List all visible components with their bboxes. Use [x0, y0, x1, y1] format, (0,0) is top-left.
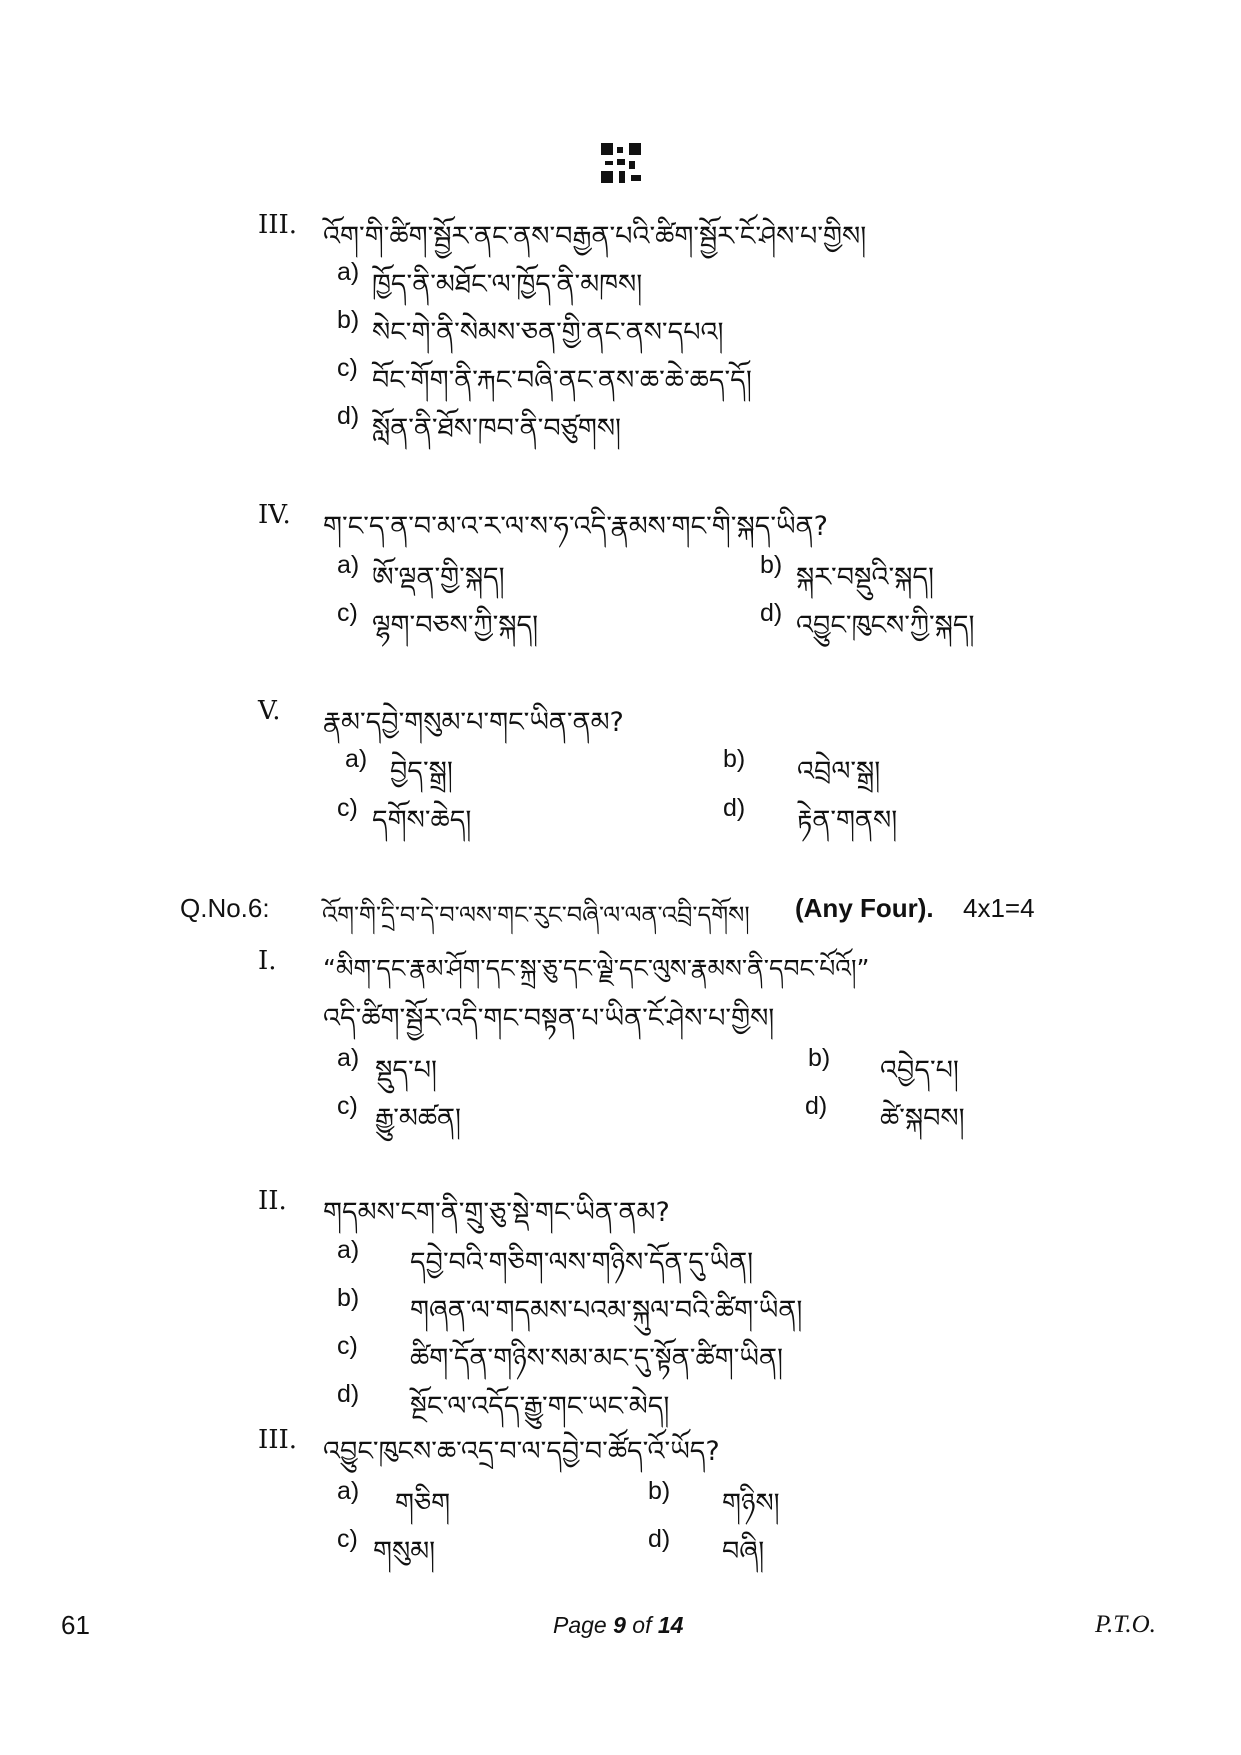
page-indicator [553, 1612, 683, 1639]
option-label: b) [648, 1477, 671, 1505]
question-instruction: འོག་གི་དྲི་བ་དེ་བ་ལས་གང་རུང་བཞི་ལ་ལན་འབྲི་དགོས། [322, 901, 750, 929]
option-label: d) [337, 1380, 360, 1408]
question-text: འོག་གི་ཚིག་སྦྱོར་ནང་ནས་བརྒྱན་པའི་ཚིག་སྦྱོར་ངོ་ཤེས་པ་གྱིས། [323, 221, 867, 252]
option-label: c) [337, 1332, 358, 1360]
question-number: Q.No.6: [180, 893, 270, 923]
option-text: སྔོང་ལ་འདོད་རྒྱུ་གང་ཡང་མེད། [410, 1391, 670, 1422]
option-label: c) [337, 1092, 358, 1120]
option-text: སློན་ནི་ཐོས་ཁབ་ནི་བཙུགས། [372, 413, 622, 444]
option-text: གསུམ། [373, 1536, 436, 1567]
option-text: དགོས་ཆེད། [372, 805, 472, 836]
option-text: འབྱུང་ཁུངས་ཀྱི་སྐད། [796, 610, 975, 641]
question-number: V. [258, 696, 281, 726]
question-text: འབྱུང་ཁུངས་ཆ་འདྲ་བ་ལ་དབྱེ་བ་ཚོད་འོ་ཡོད? [323, 1436, 720, 1467]
page-prefix: Page [553, 1612, 614, 1638]
question-text: འདི་ཚིག་སྦྱོར་འདི་གང་བསྟན་པ་ཡིན་ངོ་ཤེས་པ་གྱིས། [323, 1003, 775, 1034]
option-text: བོང་གོག་ནི་རྐང་བཞི་ནང་ནས་ཆ་ཆེ་ཆད་དོ། [372, 365, 752, 396]
question-number: III. [258, 210, 298, 240]
marks: 4x1=4 [963, 893, 1035, 923]
option-label: a) [337, 551, 360, 579]
option-label: a) [345, 745, 368, 773]
option-text: རྟེན་གནས། [797, 805, 898, 836]
option-text: སྐར་བསྡུའི་སྐད། [796, 562, 934, 593]
question-number: II. [258, 1186, 287, 1216]
option-text: གཞན་ལ་གདམས་པའམ་སྐུལ་བའི་ཚིག་ཡིན། [410, 1295, 803, 1326]
option-label: a) [337, 258, 360, 286]
option-label: b) [808, 1044, 831, 1072]
any-four-note: (Any Four). [795, 893, 934, 923]
option-label: b) [760, 551, 783, 579]
question-quote: “མིག་དང་རྣམ་ཤོག་དང་སྐྲ་ཅུ་དང་ལྗེ་དང་ལུས་རྣམས་ནི་དབང་པོའོ།” [323, 954, 870, 983]
option-text: འབྱེད་པ། [880, 1055, 959, 1086]
page-number: 9 [613, 1612, 626, 1638]
option-label: c) [337, 599, 358, 627]
option-label: d) [337, 402, 360, 430]
option-label: c) [337, 794, 358, 822]
option-text: དབྱེ་བའི་གཅིག་ལས་གཉིས་དོན་དུ་ཡིན། [410, 1247, 754, 1278]
option-label: d) [805, 1092, 828, 1120]
question-number: I. [258, 946, 277, 976]
option-label: b) [723, 745, 746, 773]
question-number: IV. [258, 500, 291, 530]
option-text: གཉིས། [722, 1488, 780, 1519]
option-text: བྱེད་སྒྲ། [390, 756, 453, 787]
option-label: c) [337, 354, 358, 382]
question-text: གདམས་ངག་ནི་གྲུ་ཅུ་སྡེ་གང་ཡིན་ནམ? [323, 1197, 670, 1228]
option-text: ཁྱོད་ནི་མཐོང་ལ་ཁྱོད་ནི་མཁས། [372, 269, 643, 300]
option-text: ཚིག་དོན་གཉིས་སམ་མང་དུ་སྟོན་ཚིག་ཡིན། [410, 1343, 783, 1374]
option-label: b) [337, 1284, 360, 1312]
qr-code [601, 143, 641, 183]
option-label: a) [337, 1044, 360, 1072]
option-label: d) [723, 794, 746, 822]
option-text: ཚེ་སྐབས། [880, 1103, 965, 1134]
option-text: ལྷག་བཅས་ཀྱི་སྐད། [372, 610, 539, 641]
option-text: གཅིག [395, 1488, 451, 1519]
option-label: a) [337, 1477, 360, 1505]
option-label: b) [337, 306, 360, 334]
question-text: ག་ང་ད་ན་བ་མ་འ་ར་ལ་ས་ཧ་འདི་རྣམས་གང་གི་སྐད་ཡིན? [323, 511, 828, 542]
option-label: d) [648, 1525, 671, 1553]
option-text: སྡུད་པ། [375, 1055, 438, 1086]
option-label: c) [337, 1525, 358, 1553]
page-mid: of [625, 1612, 658, 1638]
option-text: འབྲེལ་སྒྲ། [797, 756, 881, 787]
question-number: III. [258, 1425, 298, 1455]
option-text: བཞི། [722, 1536, 765, 1567]
pto-note: P.T.O. [1095, 1611, 1156, 1638]
paper-code: 61 [61, 1610, 90, 1640]
option-text: ཨོ་ལྡན་གྱི་སྐད། [372, 562, 505, 593]
option-label: d) [760, 599, 783, 627]
option-label: a) [337, 1236, 360, 1264]
page-total: 14 [657, 1612, 684, 1638]
option-text: སེང་གེ་ནི་སེམས་ཅན་གྱི་ནང་ནས་དཔའ། [372, 317, 724, 348]
option-text: རྒྱུ་མཚན། [375, 1103, 462, 1134]
question-text: རྣམ་དབྱེ་གསུམ་པ་གང་ཡིན་ནམ? [323, 707, 624, 738]
